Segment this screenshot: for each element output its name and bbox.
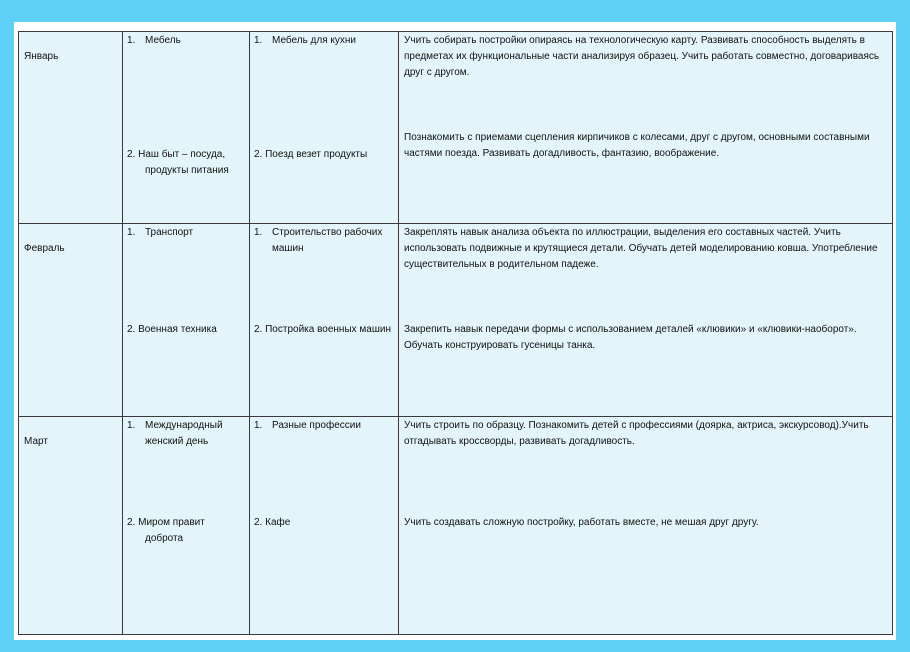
list-number: 1. <box>127 420 136 431</box>
month-cell <box>19 417 123 635</box>
subtheme-cell <box>250 417 399 635</box>
theme-cell <box>123 417 250 635</box>
goal-cell <box>399 417 893 635</box>
table-row <box>19 224 893 417</box>
goal-text-1: Учить строить по образцу. Познакомить детей с профессиями (доярка, актриса, экскурсовод).Учить отгадывать кроссворды, развивать догадливость. <box>404 420 869 447</box>
theme-item-1 <box>127 33 245 49</box>
subtheme-item-2: 2. Кафе <box>254 517 291 528</box>
table-row <box>19 417 893 635</box>
theme-item-1 <box>127 225 245 241</box>
theme-cell <box>123 224 250 417</box>
theme-item-2: 2. Военная техника <box>127 324 217 335</box>
month-label: Февраль <box>24 243 65 254</box>
theme-cell <box>123 32 250 224</box>
theme-item-2: 2. Наш быт – посуда, продукты питания <box>127 149 229 176</box>
subtheme-cell <box>250 32 399 224</box>
subtheme-text: Разные профессии <box>272 420 361 431</box>
subtheme-item-2: 2. Поезд везет продукты <box>254 149 368 160</box>
plan-table <box>18 31 893 635</box>
list-number: 1. <box>127 35 136 46</box>
month-cell <box>19 224 123 417</box>
subtheme-text: Мебель для кухни <box>272 35 357 46</box>
goal-cell <box>399 224 893 417</box>
month-cell <box>19 32 123 224</box>
month-label: Март <box>24 436 48 447</box>
subtheme-item-1 <box>254 418 394 434</box>
theme-text: Транспорт <box>145 227 194 238</box>
goal-cell <box>399 32 893 224</box>
list-number: 1. <box>254 420 263 431</box>
goal-text-2: Познакомить с приемами сцепления кирпичиков с колесами, друг с другом, основными составными частями поезда. Развивать догадливость, фантазию, воображение. <box>404 132 870 159</box>
theme-item-1 <box>127 418 245 450</box>
subtheme-cell <box>250 224 399 417</box>
table-row <box>19 32 893 224</box>
goal-text-1: Учить собирать постройки опираясь на технологическую карту. Развивать способность выделять в предметах их функциональные части анализируя образец. Учить работать совместно, договариваясь друг с другом. <box>404 35 880 78</box>
subtheme-item-2: 2. Постройка военных машин <box>254 324 391 335</box>
list-number: 1. <box>254 35 263 46</box>
theme-text: Международный женский день <box>145 420 223 447</box>
list-number: 1. <box>127 227 136 238</box>
goal-text-2: Учить создавать сложную постройку, работать вместе, не мешая друг другу. <box>404 517 759 528</box>
goal-text-2: Закрепить навык передачи формы с использованием деталей «клювики» и «клювики-наоборот». Обучать конструировать гусеницы танка. <box>404 324 857 351</box>
theme-item-2: 2. Миром правит доброта <box>127 517 205 544</box>
goal-text-1: Закреплять навык анализа объекта по иллюстрации, выделения его составных частей. Учить использовать подвижные и крутящиеся детали. Обучать детей моделированию ковша. Употребление существительных в родительном падеже. <box>404 227 878 270</box>
document-page <box>14 22 896 640</box>
list-number: 1. <box>254 227 263 238</box>
subtheme-item-1 <box>254 33 394 49</box>
theme-text: Мебель <box>145 35 181 46</box>
subtheme-text: Строительство рабочих машин <box>272 227 383 254</box>
subtheme-item-1 <box>254 225 394 257</box>
month-label: Январь <box>24 51 59 62</box>
